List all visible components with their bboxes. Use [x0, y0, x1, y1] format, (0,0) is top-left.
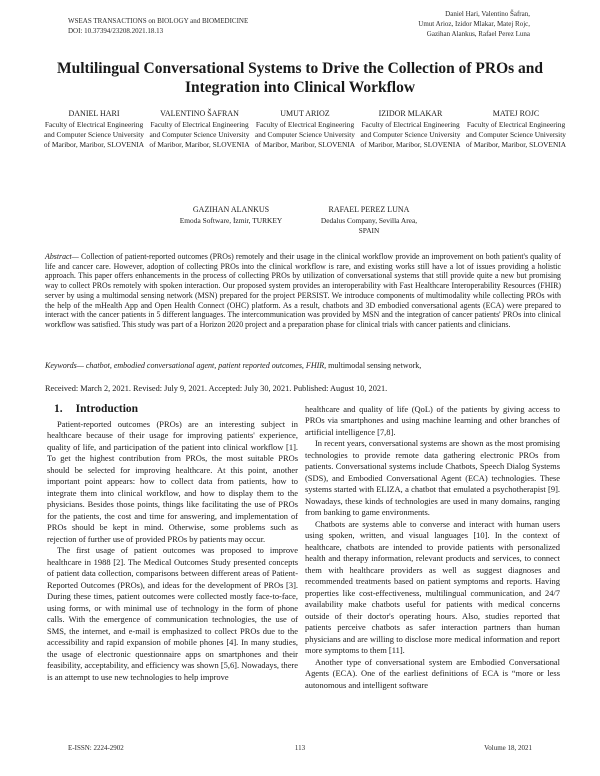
author-block — [359, 109, 463, 149]
author-affiliation: Dedalus Company, Sevilla Area, SPAIN — [320, 216, 418, 235]
author-block — [313, 205, 425, 236]
paper-title: Multilingual Conversational Systems to Drive the Collection of PROs and Integration into Clinical Workflow — [56, 60, 544, 96]
footer-issn: E-ISSN: 2224-2902 — [68, 744, 124, 752]
author-affiliation: Faculty of Electrical Engineering and Computer Science University of Maribor, Maribor, SLOVENIA — [149, 120, 250, 149]
author-block — [253, 109, 357, 149]
author-affiliation: Faculty of Electrical Engineering and Computer Science University of Maribor, Maribor, SLOVENIA — [360, 120, 461, 149]
paragraph: In recent years, conversational systems are shown as the most promising technologies to provide remote data gathering electronic PROs from patients. Conversational systems include Chatbots, Speech Dialog Systems (SDS), and Embodied Conversational Agent (ECA) technologies. These systems started with ELIZA, a chatbot that emulated a psychotherapist [9]. Nowadays, these kinds of technologies are used in many domains, ranging from banking to game environments. — [305, 438, 560, 518]
author-name: RAFAEL PEREZ LUNA — [328, 205, 410, 214]
author-block — [464, 109, 568, 149]
keywords-italic: chatbot, embodied conversational agent, patient reported outcomes, FHIR, — [83, 361, 327, 370]
journal-name: WSEAS TRANSACTIONS on BIOLOGY and BIOMEDICINE — [68, 17, 249, 25]
running-head — [68, 17, 248, 37]
paragraph: The first usage of patient outcomes was proposed to improve healthcare in 1988 [2]. The Medical Outcomes Study presented concepts of patient data collection, comparisons between different areas of Patient-Reported Outcomes (PROs), and ideas for the development of PROs [3]. During these times, patient outcomes were collected mostly face-to-face, using forms, or with minimal use of technology in the form of phone calls. With the emergence of communication technologies, the use of SMS, the internet, and e-mail is emphasized to collect PROs due to the accessibility and rapid expansion of mobile phones [4]. In many studies, the usage of electronic questionnaire apps on smartphones and their feasibility, acceptability, and efficiency was shown [5,6]. Nowadays, there is an attempt to use new technologies to help improve — [47, 545, 298, 682]
abstract-label: Abstract— — [45, 252, 79, 261]
abstract-text: Collection of patient-reported outcomes (PROs) remotely and their usage in the clinical workflow provide an improvement on both patient's quality of life and cancer care. However, adoption of collecting PROs into the clinical workflow is rare, and existing works still have a lot of issues providing a holistic approach. This paper offers enhancements in the process of collecting PROs by utilization of conversational systems that still provide quite a new but promising way to collect PROs remotely with spoken interaction. Our proposed system provides an interoperability with Fast Healthcare Interoperability Resources (FHIR) server by using a multimodal sensing network (MSN) prepared for the project PERSIST. We introduce components of multimodality while collecting PROs with the help of the mHealth App and Open Health Connect (OHC) platform. As a result, chatbots and 3D embodied conversational agents (ECA) were prepared to interact with the cancer patients in 5 different languages. The intercommunication was provided by MSN and the integration of cancer patients' PROs into clinical workflow was satisfied. This study was part of a Horizon 2020 project and a preparation phase for clinical trials with cancer patients and clinicians. — [45, 252, 561, 330]
paragraph: Patient-reported outcomes (PROs) are an interesting subject in healthcare because of their usage for improving patients' experience, quality of life, and participation of the patient into clinical workflow [1]. To get the highest contribution from PROs, the most suitable PROs should be selected for improving healthcare. At this point, another important point appears: how to collect data from patients, how to integrate them into clinical workflow, and how to display them to the physicians. Besides those points, things like facilitating the use of PROs for the patients, the cost and time for answering, and implementation of PROs should be kept in mind. Otherwise, some problems such as rejection of further use of provided PROs by patients may occur. — [47, 419, 298, 544]
author-name: VALENTINO ŠAFRAN — [160, 109, 239, 118]
author-row-2 — [0, 205, 600, 236]
author-block — [175, 205, 287, 236]
keywords — [45, 361, 561, 370]
body-column-right — [305, 404, 560, 737]
paragraph: healthcare and quality of life (QoL) of the patients by giving access to PROs via smartphones and using machine learning and other branches of artificial intelligence [7,8]. — [305, 404, 560, 437]
author-name: GAZIHAN ALANKUS — [192, 205, 270, 214]
keywords-regular: multimodal sensing network, — [326, 361, 422, 370]
author-name: MATEJ ROJC — [492, 109, 540, 118]
keywords-label: Keywords— — [45, 361, 84, 370]
body-column-left — [47, 403, 298, 737]
running-authors — [418, 10, 530, 39]
abstract — [45, 252, 561, 330]
running-authors-line: Umut Arioz, Izidor Mlakar, Matej Rojc, — [418, 19, 530, 28]
author-affiliation: Faculty of Electrical Engineering and Computer Science University of Maribor, Maribor, SLOVENIA — [43, 120, 145, 149]
intro-heading — [54, 403, 298, 415]
author-name: IZIDOR MLAKAR — [378, 109, 443, 118]
author-name: UMUT ARIOZ — [280, 109, 330, 118]
doi: DOI: 10.37394/23208.2021.18.13 — [68, 26, 164, 35]
footer-volume: Volume 18, 2021 — [484, 744, 532, 752]
author-row-1 — [42, 109, 568, 149]
page-footer — [68, 744, 532, 756]
footer-page-number: 113 — [294, 744, 306, 752]
running-authors-line: Daniel Hari, Valentino Šafran, — [445, 10, 530, 18]
paragraph: Another type of conversational system are Embodied Conversational Agents (ECA). One of the earliest definitions of ECA is “more or less autonomous and intelligent software — [305, 656, 560, 690]
running-authors-line: Gazihan Alankus, Rafael Perez Luna — [426, 29, 530, 38]
author-affiliation: Emoda Software, İzmir, TURKEY — [179, 216, 283, 225]
section-number: 1. — [54, 403, 63, 415]
author-affiliation: Faculty of Electrical Engineering and Computer Science University of Maribor, Maribor, SLOVENIA — [465, 120, 567, 149]
author-block — [148, 109, 252, 149]
section-title: Introduction — [75, 403, 139, 415]
author-name: DANIEL HARI — [68, 109, 120, 118]
dates-line: Received: March 2, 2021. Revised: July 9, 2021. Accepted: July 30, 2021. Published: August 10, 2021. — [45, 384, 388, 393]
author-block — [42, 109, 146, 149]
author-affiliation: Faculty of Electrical Engineering and Computer Science University of Maribor, Maribor, SLOVENIA — [254, 120, 356, 149]
paragraph: Chatbots are systems able to converse and interact with human users using spoken, written, and visual languages [10]. In the context of healthcare, chatbots are intended to provide patients with personalized health and therapy information, relevant products and services, to connect them with healthcare providers as well as suggest diagnoses and recommended treatments based on patient symptoms and reports. Having properties like cost-effectiveness, multilingual communication, and 24/7 availability make chatbots useful for patients with medical concerns outside of their doctor's operating hours. Also, studies reported that patients perceive chatbots as safer interaction partners than human physicians and are willing to disclose more medical information and report more symptoms to them [11]. — [305, 518, 560, 656]
